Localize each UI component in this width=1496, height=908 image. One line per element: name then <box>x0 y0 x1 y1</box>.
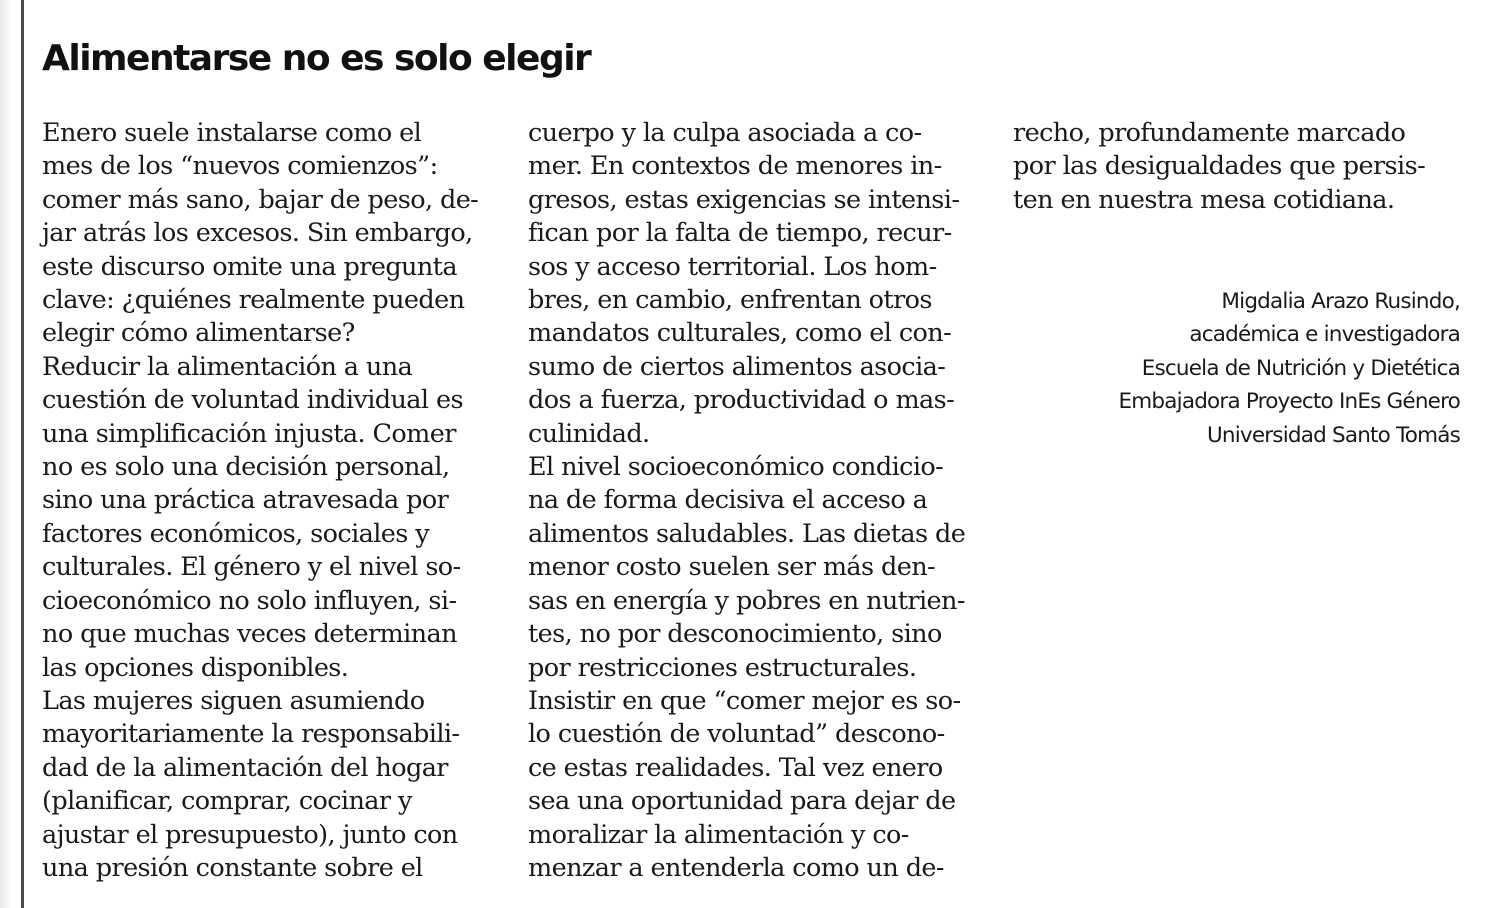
body-line: sos y acceso territorial. Los hom- <box>528 251 937 282</box>
body-line: sas en energía y pobres en nutrien- <box>528 585 965 616</box>
body-line: na de forma decisiva el acceso a <box>528 485 928 516</box>
body-line: El nivel socioeconómico condicio- <box>528 452 944 483</box>
body-line: mes de los “nuevos comienzos”: <box>42 151 438 182</box>
body-line: las opciones disponibles. <box>42 652 349 683</box>
body-line: este discurso omite una pregunta <box>42 251 457 282</box>
body-line: elegir cómo alimentarse? <box>42 318 355 349</box>
body-line: cuestión de voluntad individual es <box>42 385 463 416</box>
body-line: Reducir la alimentación a una <box>42 351 413 382</box>
author-role: académica e investigadora <box>1189 322 1460 348</box>
body-line: ajustar el presupuesto), junto con <box>42 819 458 850</box>
body-line: tes, no por desconocimiento, sino <box>528 619 942 650</box>
body-line: fican por la falta de tiempo, recur- <box>528 218 952 249</box>
author-signature <box>1119 285 1461 452</box>
body-line: ten en nuestra mesa cotidiana. <box>1013 184 1395 215</box>
author-project: Embajadora Proyecto InEs Género <box>1118 389 1460 415</box>
body-line: una simplificación injusta. Comer <box>42 418 456 449</box>
article-headline: Alimentarse no es solo elegir <box>42 38 591 79</box>
body-line: por las desigualdades que persis- <box>1013 151 1426 182</box>
body-line: no es solo una decisión personal, <box>42 452 450 483</box>
body-line: factores económicos, sociales y <box>42 518 430 549</box>
body-line: comer más sano, bajar de peso, de- <box>42 184 479 215</box>
body-line: Las mujeres siguen asumiendo <box>42 685 425 716</box>
body-line: sino una práctica atravesada por <box>42 485 449 516</box>
body-line: mayoritariamente la responsabili- <box>42 719 460 750</box>
column-rule <box>21 0 24 908</box>
body-line: menzar a entenderla como un de- <box>528 852 944 883</box>
body-line: Insistir en que “comer mejor es so- <box>528 685 961 716</box>
body-line: una presión constante sobre el <box>42 852 423 883</box>
body-line: por restricciones estructurales. <box>528 652 917 683</box>
body-line: (planificar, comprar, cocinar y <box>42 786 412 817</box>
body-line: jar atrás los excesos. Sin embargo, <box>42 218 473 249</box>
author-name: Migdalia Arazo Rusindo, <box>1221 289 1460 314</box>
body-line: moralizar la alimentación y co- <box>528 819 909 850</box>
body-line: mandatos culturales, como el con- <box>528 318 952 349</box>
body-line: cioeconómico no solo influyen, si- <box>42 585 457 616</box>
page-margin <box>0 0 12 908</box>
text-column-1 <box>42 117 502 885</box>
author-school: Escuela de Nutrición y Dietética <box>1141 355 1460 381</box>
body-line: recho, profundamente marcado <box>1013 118 1406 148</box>
body-line: culturales. El género y el nivel so- <box>42 552 461 583</box>
body-line: sumo de ciertos alimentos asocia- <box>528 351 946 382</box>
body-line: mer. En contextos de menores in- <box>528 151 942 182</box>
body-line: culinidad. <box>528 418 650 449</box>
text-column-3 <box>1013 117 1473 217</box>
body-line: clave: ¿quiénes realmente pueden <box>42 285 465 316</box>
body-line: ce estas realidades. Tal vez enero <box>528 752 943 783</box>
body-line: gresos, estas exigencias se intensi- <box>528 184 960 215</box>
body-line: no que muchas veces determinan <box>42 619 457 650</box>
body-line: bres, en cambio, enfrentan otros <box>528 285 932 316</box>
text-column-2 <box>528 117 988 885</box>
body-line: Enero suele instalarse como el <box>42 118 422 148</box>
author-university: Universidad Santo Tomás <box>1206 422 1460 448</box>
body-line: cuerpo y la culpa asociada a co- <box>528 118 922 148</box>
body-line: dad de la alimentación del hogar <box>42 752 448 783</box>
body-line: dos a fuerza, productividad o mas- <box>528 385 955 416</box>
body-line: sea una oportunidad para dejar de <box>528 786 956 817</box>
body-line: lo cuestión de voluntad” descono- <box>528 719 945 750</box>
body-line: alimentos saludables. Las dietas de <box>528 518 966 549</box>
body-line: menor costo suelen ser más den- <box>528 552 936 583</box>
